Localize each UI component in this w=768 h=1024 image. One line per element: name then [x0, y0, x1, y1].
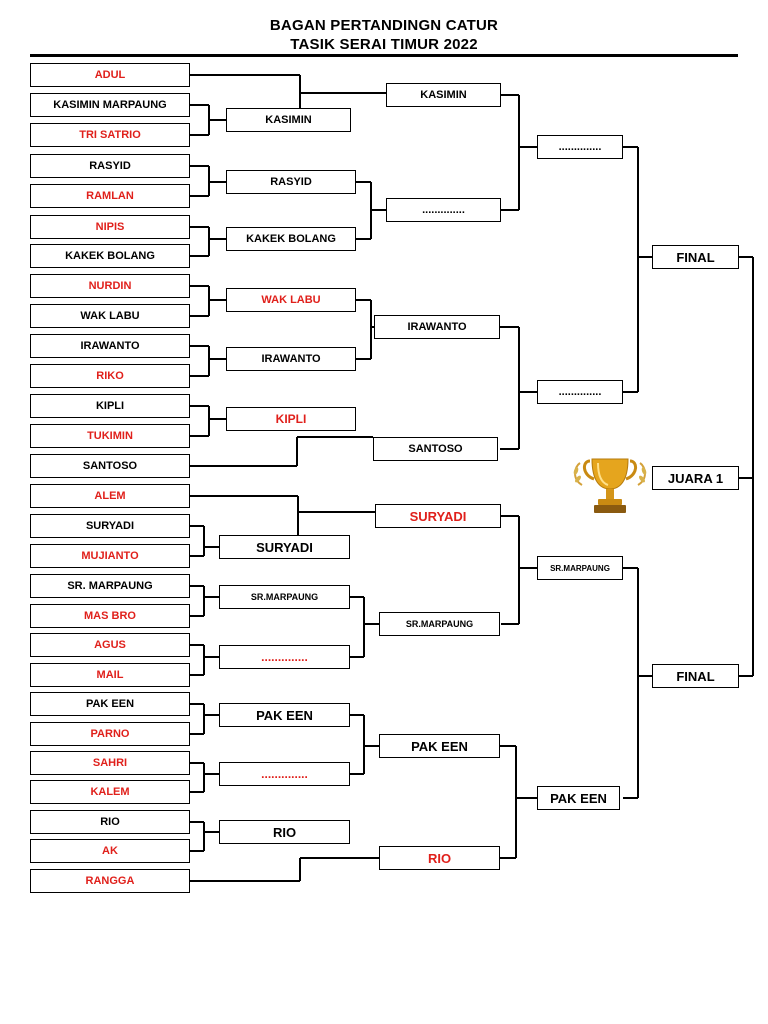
bracket-connector [623, 797, 638, 800]
bracket-connector [500, 745, 516, 748]
round1-player-box: NURDIN [30, 274, 190, 298]
round3-player-box: SURYADI [375, 504, 501, 528]
final-box: FINAL [652, 245, 739, 269]
bracket-connector [300, 92, 386, 95]
bracket-connector [203, 586, 206, 616]
round1-player-box: NIPIS [30, 215, 190, 239]
round1-player-box: SANTOSO [30, 454, 190, 478]
round3-player-box: SANTOSO [373, 437, 498, 461]
bracket-connector [209, 238, 226, 241]
round1-player-box: TUKIMIN [30, 424, 190, 448]
bracket-connector [190, 315, 209, 318]
final-box: FINAL [652, 664, 739, 688]
bracket-connector [190, 880, 300, 883]
bracket-connector [208, 346, 211, 376]
round1-player-box: IRAWANTO [30, 334, 190, 358]
bracket-connector [623, 567, 638, 570]
bracket-connector [516, 797, 537, 800]
bracket-connector [190, 165, 209, 168]
bracket-connector [208, 406, 211, 436]
bracket-connector [190, 435, 209, 438]
bracket-connector [623, 146, 638, 149]
bracket-connector [356, 181, 371, 184]
bracket-connector [190, 345, 209, 348]
bracket-connector [204, 831, 219, 834]
round3-player-box: PAK EEN [379, 734, 500, 758]
bracket-connector [190, 74, 300, 77]
round2-player-box: KASIMIN [226, 108, 351, 132]
semifinal-box: SR.MARPAUNG [537, 556, 623, 580]
bracket-connector [299, 93, 302, 108]
bracket-connector [519, 391, 537, 394]
round1-player-box: KIPLI [30, 394, 190, 418]
bracket-connector [190, 195, 209, 198]
round2-player-box: IRAWANTO [226, 347, 356, 371]
bracket-connector [209, 418, 226, 421]
bracket-connector [190, 285, 209, 288]
bracket-connector [190, 375, 209, 378]
bracket-connector [297, 436, 373, 439]
bracket-connector [209, 119, 226, 122]
round1-player-box: SR. MARPAUNG [30, 574, 190, 598]
bracket-connector [209, 358, 226, 361]
round2-player-box: .............. [219, 645, 350, 669]
bracket-connector [519, 146, 537, 149]
round3-player-box: .............. [386, 198, 501, 222]
bracket-connector [356, 238, 371, 241]
bracket-connector [356, 358, 371, 361]
round2-player-box: WAK LABU [226, 288, 356, 312]
bracket-connector [204, 714, 219, 717]
bracket-connector [623, 391, 638, 394]
bracket-connector [203, 763, 206, 792]
bracket-connector [519, 567, 537, 570]
round1-player-box: AK [30, 839, 190, 863]
round1-player-box: WAK LABU [30, 304, 190, 328]
round2-player-box: RIO [219, 820, 350, 844]
semifinal-box: .............. [537, 380, 623, 404]
bracket-connector [297, 512, 300, 535]
bracket-connector [752, 257, 755, 676]
round2-player-box: KIPLI [226, 407, 356, 431]
bracket-connector [364, 745, 379, 748]
bracket-connector [209, 299, 226, 302]
bracket-connector [637, 568, 640, 798]
round1-player-box: KAKEK BOLANG [30, 244, 190, 268]
round1-player-box: MAS BRO [30, 604, 190, 628]
bracket-connector [637, 147, 640, 392]
round3-player-box: KASIMIN [386, 83, 501, 107]
round3-player-box: SR.MARPAUNG [379, 612, 500, 636]
bracket-connector [371, 326, 374, 329]
bracket-connector [638, 675, 652, 678]
round1-player-box: RIO [30, 810, 190, 834]
bracket-connector [299, 75, 302, 93]
bracket-connector [190, 104, 209, 107]
round1-player-box: RIKO [30, 364, 190, 388]
round1-player-box: RASYID [30, 154, 190, 178]
trophy-icon [568, 455, 652, 525]
bracket-connector [208, 227, 211, 256]
bracket-connector [300, 857, 379, 860]
bracket-connector [500, 326, 519, 329]
bracket-connector [190, 134, 209, 137]
bracket-connector [204, 773, 219, 776]
round1-player-box: MUJIANTO [30, 544, 190, 568]
title-divider [30, 54, 738, 57]
round2-player-box: KAKEK BOLANG [226, 227, 356, 251]
bracket-connector [190, 495, 298, 498]
bracket-connector [364, 623, 379, 626]
bracket-connector [297, 496, 300, 512]
bracket-connector [501, 94, 519, 97]
bracket-connector [501, 209, 519, 212]
bracket-connector [518, 327, 521, 449]
bracket-connector [371, 209, 386, 212]
semifinal-box: PAK EEN [537, 786, 620, 810]
bracket-title: BAGAN PERTANDINGN CATUR [269, 17, 499, 34]
bracket-connector [203, 822, 206, 851]
round1-player-box: TRI SATRIO [30, 123, 190, 147]
bracket-connector [204, 546, 219, 549]
round1-player-box: SAHRI [30, 751, 190, 775]
bracket-connector [203, 645, 206, 675]
round1-player-box: MAIL [30, 663, 190, 687]
round1-player-box: PAK EEN [30, 692, 190, 716]
round1-player-box: ALEM [30, 484, 190, 508]
round3-player-box: RIO [379, 846, 500, 870]
bracket-connector [356, 299, 371, 302]
round1-player-box: RANGGA [30, 869, 190, 893]
round2-player-box: PAK EEN [219, 703, 350, 727]
bracket-connector [203, 526, 206, 556]
bracket-connector [363, 597, 366, 657]
bracket-connector [190, 405, 209, 408]
bracket-connector [203, 704, 206, 734]
bracket-connector [638, 256, 652, 259]
bracket-connector [190, 465, 297, 468]
bracket-connector [518, 516, 521, 624]
round1-player-box: PARNO [30, 722, 190, 746]
round1-player-box: RAMLAN [30, 184, 190, 208]
bracket-connector [298, 511, 375, 514]
bracket-connector [190, 226, 209, 229]
round1-player-box: KALEM [30, 780, 190, 804]
round3-player-box: IRAWANTO [374, 315, 500, 339]
bracket-connector [209, 181, 226, 184]
bracket-connector [501, 515, 519, 518]
bracket-connector [296, 437, 299, 466]
semifinal-box: .............. [537, 135, 623, 159]
round1-player-box: SURYADI [30, 514, 190, 538]
round1-player-box: AGUS [30, 633, 190, 657]
bracket-connector [500, 448, 519, 451]
bracket-connector [500, 857, 516, 860]
champion-box: JUARA 1 [652, 466, 739, 490]
bracket-connector [515, 746, 518, 858]
round2-player-box: RASYID [226, 170, 356, 194]
bracket-subtitle: TASIK SERAI TIMUR 2022 [290, 36, 478, 53]
bracket-connector [370, 300, 373, 359]
bracket-connector [190, 255, 209, 258]
bracket-connector [518, 95, 521, 210]
round2-player-box: SURYADI [219, 535, 350, 559]
bracket-connector [204, 656, 219, 659]
bracket-connector [739, 477, 753, 480]
bracket-connector [299, 858, 302, 881]
round2-player-box: SR.MARPAUNG [219, 585, 350, 609]
round2-player-box: .............. [219, 762, 350, 786]
bracket-connector [501, 623, 519, 626]
bracket-connector [204, 596, 219, 599]
round1-player-box: KASIMIN MARPAUNG [30, 93, 190, 117]
round1-player-box: ADUL [30, 63, 190, 87]
